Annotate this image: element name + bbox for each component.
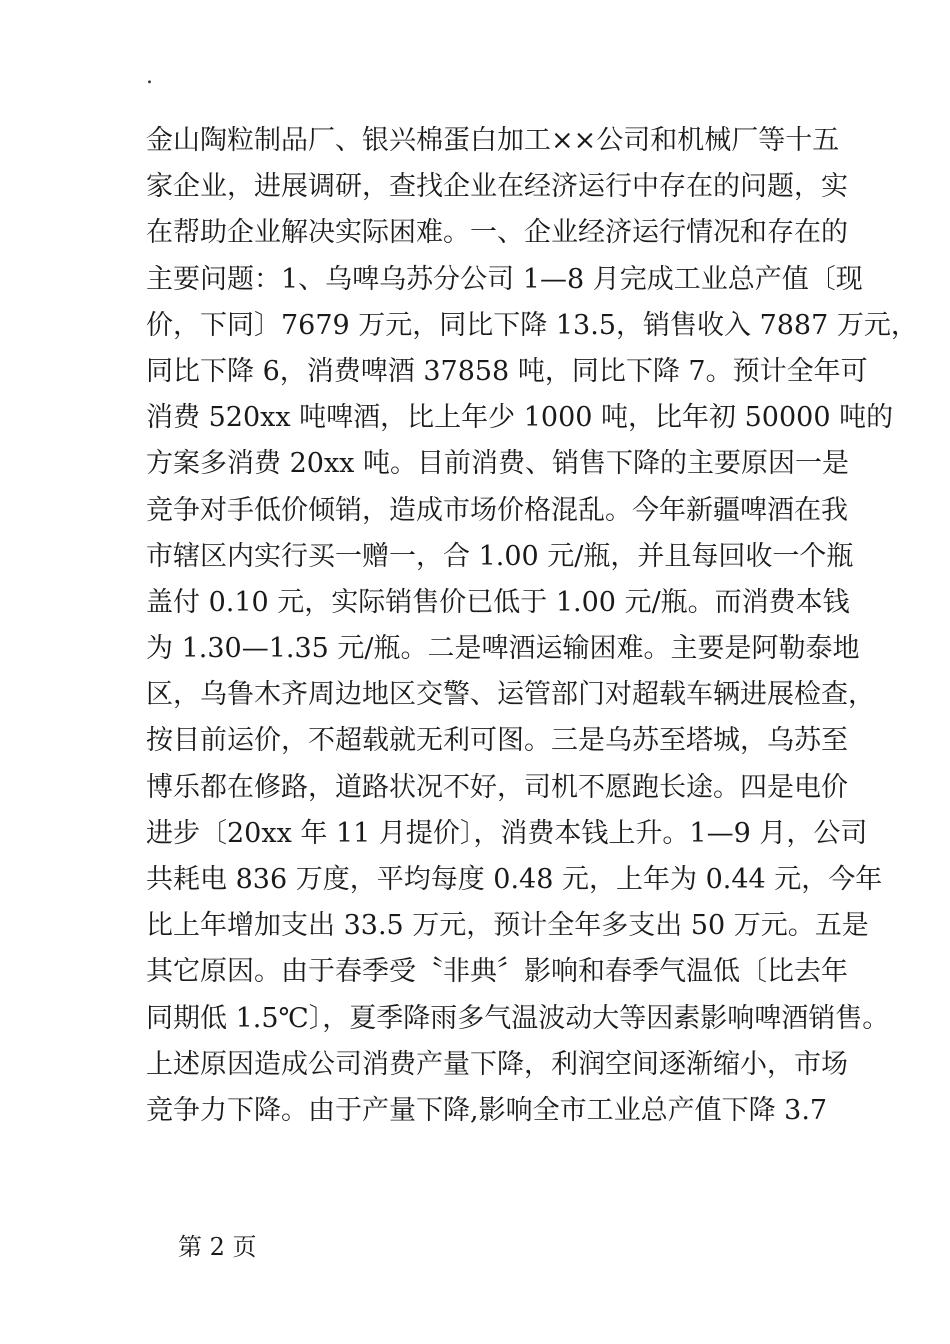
text-line: 进步〔20xx 年 11 月提价〕，消费本钱上升。1—9 月，公司 <box>146 817 868 849</box>
text-line: 方案多消费 20xx 吨。目前消费、销售下降的主要原因一是 <box>146 448 849 480</box>
text-line: 在帮助企业解决实际困难。一、企业经济运行情况和存在的 <box>146 217 848 249</box>
text-line: 区，乌鲁木齐周边地区交警、运管部门对超载车辆进展检查， <box>146 679 875 711</box>
text-line: 价，下同〕7679 万元，同比下降 13.5，销售收入 7887 万元， <box>146 309 918 341</box>
text-line: 同期低 1.5℃〕，夏季降雨多气温波动大等因素影响啤酒销售。 <box>146 1002 890 1034</box>
text-line: 竞争对手低价倾销，造成市场价格混乱。今年新疆啤酒在我 <box>146 494 848 526</box>
page-number: 第 2 页 <box>178 1233 257 1261</box>
text-line: 盖付 0.10 元，实际销售价已低于 1.00 元/瓶。而消费本钱 <box>146 586 850 618</box>
text-line: 按目前运价，不超载就无利可图。三是乌苏至塔城，乌苏至 <box>146 725 848 757</box>
text-line: 消费 520xx 吨啤酒，比上年少 1000 吨，比年初 50000 吨的 <box>146 402 894 434</box>
text-line: 博乐都在修路，道路状况不好，司机不愿跑长途。四是电价 <box>146 771 848 803</box>
text-line: 其它原因。由于春季受〝非典〞影响和春季气温低〔比去年 <box>146 956 848 988</box>
text-line: 主要问题：1、乌啤乌苏分公司 1—8 月完成工业总产值〔现 <box>146 263 863 295</box>
text-line: 市辖区内实行买一赠一，合 1.00 元/瓶，并且每回收一个瓶 <box>146 540 854 572</box>
body-text <box>146 118 918 1134</box>
header-dot: . <box>146 64 153 89</box>
text-line: 为 1.30—1.35 元/瓶。二是啤酒运输困难。主要是阿勒泰地 <box>146 633 860 665</box>
text-line: 同比下降 6，消费啤酒 37858 吨，同比下降 7。预计全年可 <box>146 355 868 387</box>
text-line: 上述原因造成公司消费产量下降，利润空间逐渐缩小，市场 <box>146 1048 848 1080</box>
text-line: 比上年增加支出 33.5 万元，预计全年多支出 50 万元。五是 <box>146 910 869 942</box>
text-line: 金山陶粒制品厂、银兴棉蛋白加工××公司和机械厂等十五 <box>146 125 840 156</box>
text-line: 竞争力下降。由于产量下降,影响全市工业总产值下降 3.7 <box>146 1094 828 1126</box>
text-line: 家企业，进展调研，查找企业在经济运行中存在的问题，实 <box>146 171 848 203</box>
text-line: 共耗电 836 万度，平均每度 0.48 元，上年为 0.44 元，今年 <box>146 864 883 895</box>
